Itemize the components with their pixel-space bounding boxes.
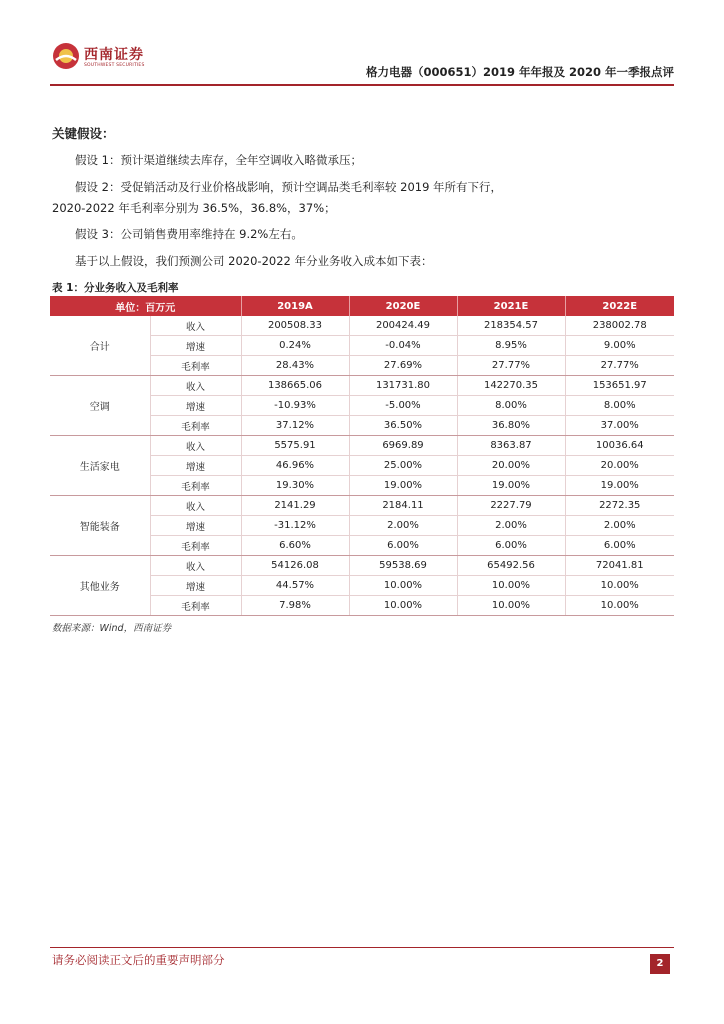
table-cell: 142270.35 xyxy=(457,376,565,396)
table-cell: 2.00% xyxy=(565,516,674,536)
table-cell: 19.00% xyxy=(565,476,674,496)
table-cell: 5575.91 xyxy=(241,436,349,456)
table-header-row xyxy=(50,296,674,316)
table-cell: 6.60% xyxy=(241,536,349,556)
table-cell: 10.00% xyxy=(565,576,674,596)
metric-label: 收入 xyxy=(150,496,241,516)
segment-name: 空调 xyxy=(50,376,150,436)
table-cell: -0.04% xyxy=(349,336,457,356)
table-body xyxy=(50,316,674,616)
page-number: 2 xyxy=(650,954,670,974)
table-row xyxy=(50,436,674,456)
forecast-intro: 基于以上假设，我们预测公司 2020-2022 年分业务收入成本如下表： xyxy=(75,254,433,268)
table-row xyxy=(50,376,674,396)
table-cell: 59538.69 xyxy=(349,556,457,576)
table-cell: 72041.81 xyxy=(565,556,674,576)
metric-label: 毛利率 xyxy=(150,476,241,496)
table-cell: 2.00% xyxy=(457,516,565,536)
table-cell: 65492.56 xyxy=(457,556,565,576)
table-cell: 27.77% xyxy=(565,356,674,376)
table-cell: -5.00% xyxy=(349,396,457,416)
table-cell: 8363.87 xyxy=(457,436,565,456)
table-cell: 10.00% xyxy=(349,596,457,616)
table-cell: 138665.06 xyxy=(241,376,349,396)
logo-chinese-name: 西南证券 xyxy=(84,47,144,63)
column-header: 2021E xyxy=(457,296,565,316)
segment-name: 生活家电 xyxy=(50,436,150,496)
table-cell: 19.30% xyxy=(241,476,349,496)
table-cell: 37.12% xyxy=(241,416,349,436)
table-row xyxy=(50,556,674,576)
segment-table xyxy=(50,296,674,616)
report-title: 格力电器（000651）2019 年年报及 2020 年一季报点评 xyxy=(365,65,674,79)
unit-header: 单位：百万元 xyxy=(50,296,241,316)
table-cell: 200508.33 xyxy=(241,316,349,336)
table-cell: 6.00% xyxy=(565,536,674,556)
table-title: 表 1：分业务收入及毛利率 xyxy=(52,282,179,294)
table-cell: 44.57% xyxy=(241,576,349,596)
metric-label: 增速 xyxy=(150,336,241,356)
table-cell: 36.80% xyxy=(457,416,565,436)
metric-label: 毛利率 xyxy=(150,416,241,436)
table-cell: 46.96% xyxy=(241,456,349,476)
table-cell: 27.77% xyxy=(457,356,565,376)
table-cell: 20.00% xyxy=(565,456,674,476)
table-cell: 6.00% xyxy=(457,536,565,556)
table-cell: 10.00% xyxy=(457,576,565,596)
table-cell: 10.00% xyxy=(457,596,565,616)
table-cell: 19.00% xyxy=(349,476,457,496)
table-cell: 10.00% xyxy=(565,596,674,616)
column-header: 2022E xyxy=(565,296,674,316)
table-row xyxy=(50,496,674,516)
table-cell: 131731.80 xyxy=(349,376,457,396)
table-cell: 10.00% xyxy=(349,576,457,596)
table-cell: 6969.89 xyxy=(349,436,457,456)
table-cell: 2.00% xyxy=(349,516,457,536)
metric-label: 增速 xyxy=(150,396,241,416)
column-header: 2019A xyxy=(241,296,349,316)
metric-label: 毛利率 xyxy=(150,596,241,616)
header-divider xyxy=(50,84,674,86)
segment-name: 其他业务 xyxy=(50,556,150,616)
table-row xyxy=(50,316,674,336)
metric-label: 增速 xyxy=(150,516,241,536)
table-cell: 6.00% xyxy=(349,536,457,556)
table-cell: 36.50% xyxy=(349,416,457,436)
metric-label: 毛利率 xyxy=(150,356,241,376)
metric-label: 收入 xyxy=(150,376,241,396)
footer-divider xyxy=(50,947,674,948)
table-cell: 153651.97 xyxy=(565,376,674,396)
metric-label: 收入 xyxy=(150,436,241,456)
table-cell: 27.69% xyxy=(349,356,457,376)
company-logo-icon xyxy=(52,42,80,70)
logo-english-name: SOUTHWEST SECURITIES xyxy=(84,63,145,68)
table-cell: 25.00% xyxy=(349,456,457,476)
footer-disclaimer: 请务必阅读正文后的重要声明部分 xyxy=(52,953,225,967)
table-cell: 2141.29 xyxy=(241,496,349,516)
metric-label: 增速 xyxy=(150,456,241,476)
table-cell: 28.43% xyxy=(241,356,349,376)
table-cell: 7.98% xyxy=(241,596,349,616)
table-cell: -31.12% xyxy=(241,516,349,536)
data-source-note: 数据来源：Wind，西南证券 xyxy=(52,623,172,634)
assumption-3: 假设 3：公司销售费用率维持在 9.2%左右。 xyxy=(75,227,303,241)
assumption-2-line-1: 假设 2：受促销活动及行业价格战影响，预计空调品类毛利率较 2019 年所有下行， xyxy=(75,180,503,194)
table-cell: 10036.64 xyxy=(565,436,674,456)
table-cell: 0.24% xyxy=(241,336,349,356)
table-cell: 2184.11 xyxy=(349,496,457,516)
assumption-2-line-2: 2020-2022 年毛利率分别为 36.5%，36.8%，37%； xyxy=(52,201,336,215)
table-cell: 200424.49 xyxy=(349,316,457,336)
table-cell: 19.00% xyxy=(457,476,565,496)
company-logo xyxy=(52,40,167,78)
segment-revenue-table xyxy=(50,296,674,616)
table-cell: 20.00% xyxy=(457,456,565,476)
table-cell: 8.00% xyxy=(457,396,565,416)
table-cell: 8.00% xyxy=(565,396,674,416)
segment-name: 合计 xyxy=(50,316,150,376)
column-header: 2020E xyxy=(349,296,457,316)
table-cell: 54126.08 xyxy=(241,556,349,576)
table-cell: 9.00% xyxy=(565,336,674,356)
table-cell: 238002.78 xyxy=(565,316,674,336)
metric-label: 收入 xyxy=(150,316,241,336)
metric-label: 毛利率 xyxy=(150,536,241,556)
table-cell: 218354.57 xyxy=(457,316,565,336)
table-cell: 8.95% xyxy=(457,336,565,356)
metric-label: 收入 xyxy=(150,556,241,576)
table-cell: 2227.79 xyxy=(457,496,565,516)
table-cell: -10.93% xyxy=(241,396,349,416)
table-cell: 2272.35 xyxy=(565,496,674,516)
segment-name: 智能装备 xyxy=(50,496,150,556)
table-cell: 37.00% xyxy=(565,416,674,436)
assumption-1: 假设 1：预计渠道继续去库存，全年空调收入略微承压； xyxy=(75,153,362,167)
key-assumptions-heading: 关键假设： xyxy=(52,126,115,141)
metric-label: 增速 xyxy=(150,576,241,596)
